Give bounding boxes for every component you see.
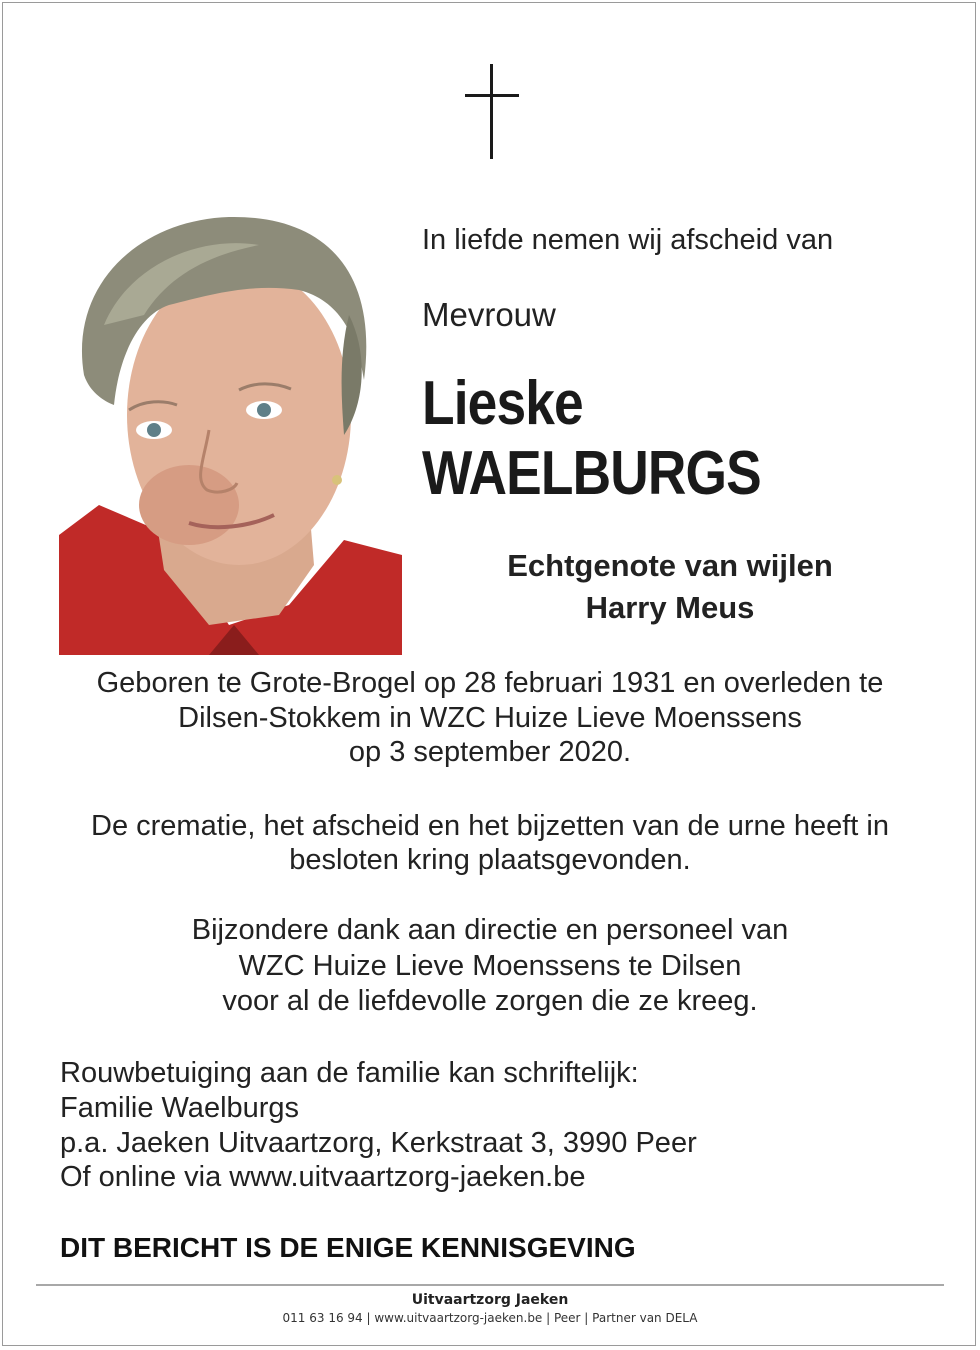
- footer-divider: [36, 1284, 944, 1286]
- last-name: WAELBURGS: [422, 439, 761, 508]
- thanks-line-3: voor al de liefdevolle zorgen die ze kreeg.: [222, 985, 758, 1017]
- condolences-line-4: Of online via www.uitvaartzorg-jaeken.be: [60, 1161, 586, 1193]
- first-name: Lieske: [422, 369, 583, 438]
- honorific: Mevrouw: [422, 296, 556, 333]
- birth-death-line-1: Geboren te Grote-Brogel op 28 februari 1931 en overleden te: [96, 667, 884, 699]
- notice-text: DIT BERICHT IS DE ENIGE KENNISGEVING: [60, 1232, 636, 1263]
- ceremony-line-2: besloten kring plaatsgevonden.: [289, 844, 691, 876]
- footer-company: Uitvaartzorg Jaeken: [411, 1292, 569, 1308]
- ceremony-line-1: De crematie, het afscheid en het bijzetten van de urne heeft in: [91, 810, 889, 842]
- footer-info: 011 63 16 94 | www.uitvaartzorg-jaeken.be | Peer | Partner van DELA: [282, 1311, 698, 1325]
- thanks-line-2: WZC Huize Lieve Moenssens te Dilsen: [238, 950, 742, 982]
- condolences-line-3: p.a. Jaeken Uitvaartzorg, Kerkstraat 3, 3990 Peer: [60, 1127, 697, 1159]
- thanks-line-1: Bijzondere dank aan directie en personeel van: [191, 914, 789, 946]
- portrait-photo: [59, 205, 402, 655]
- condolences-line-2: Familie Waelburgs: [60, 1092, 300, 1124]
- spouse-line-1: Echtgenote van wijlen: [507, 548, 833, 583]
- spouse-line-2: Harry Meus: [585, 590, 755, 625]
- birth-death-line-3: op 3 september 2020.: [348, 736, 632, 768]
- condolences-line-1: Rouwbetuiging aan de familie kan schriftelijk:: [60, 1057, 639, 1089]
- birth-death-line-2: Dilsen-Stokkem in WZC Huize Lieve Moenssens: [178, 702, 802, 734]
- intro-text: In liefde nemen wij afscheid van: [422, 224, 834, 256]
- cross-icon: [462, 62, 522, 162]
